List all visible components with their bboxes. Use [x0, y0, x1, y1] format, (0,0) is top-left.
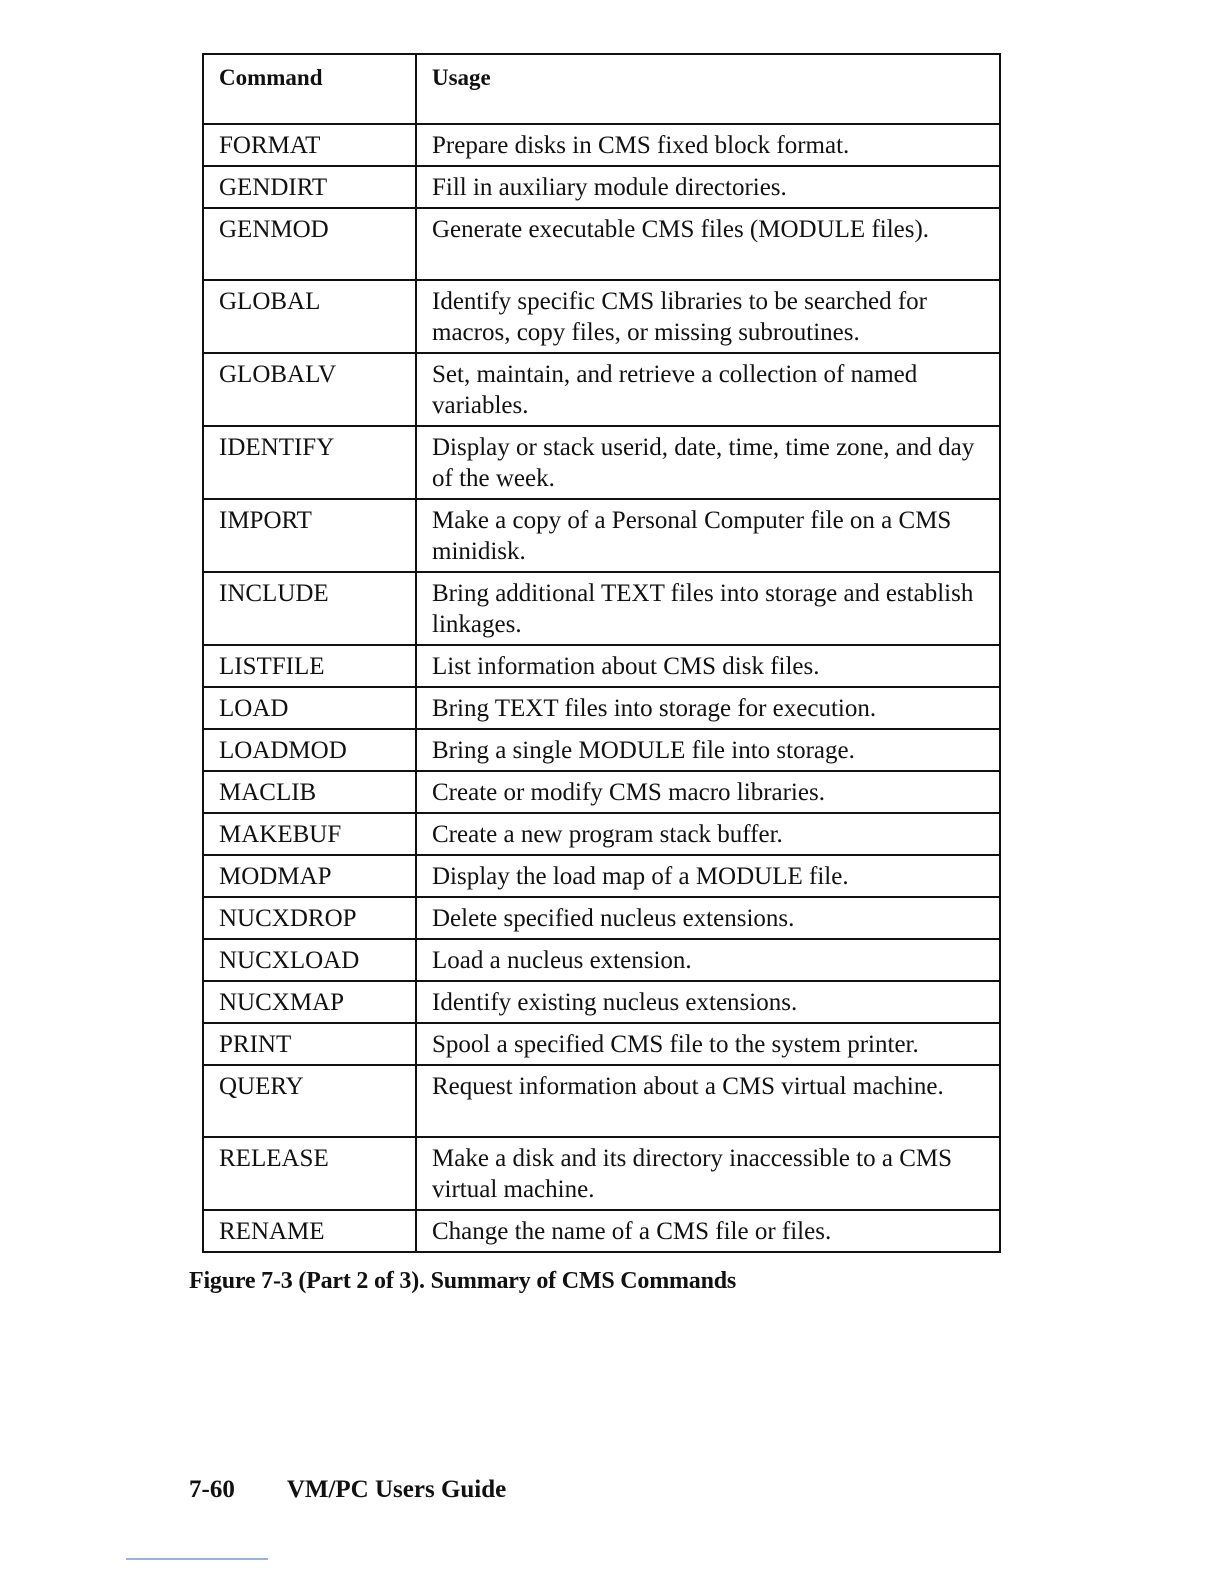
command-cell: LISTFILE [203, 645, 416, 687]
table-row [203, 855, 1000, 897]
table-row [203, 166, 1000, 208]
command-cell: LOADMOD [203, 729, 416, 771]
usage-cell: Spool a specified CMS file to the system printer. [416, 1023, 1000, 1065]
bottom-divider [126, 1558, 268, 1560]
table-row [203, 771, 1000, 813]
command-cell: PRINT [203, 1023, 416, 1065]
usage-cell: Set, maintain, and retrieve a collection of named variables. [416, 353, 1000, 426]
command-cell: GENMOD [203, 208, 416, 280]
table-row [203, 1210, 1000, 1252]
table-row [203, 572, 1000, 645]
command-cell: MAKEBUF [203, 813, 416, 855]
table-header-row [203, 54, 1000, 124]
usage-cell: Create or modify CMS macro libraries. [416, 771, 1000, 813]
page-number: 7-60 [189, 1476, 235, 1503]
command-cell: GENDIRT [203, 166, 416, 208]
usage-cell: Change the name of a CMS file or files. [416, 1210, 1000, 1252]
command-cell: NUCXLOAD [203, 939, 416, 981]
usage-cell: Load a nucleus extension. [416, 939, 1000, 981]
usage-cell: List information about CMS disk files. [416, 645, 1000, 687]
usage-cell: Make a disk and its directory inaccessible to a CMS virtual machine. [416, 1137, 1000, 1210]
command-cell: NUCXDROP [203, 897, 416, 939]
table-row [203, 729, 1000, 771]
cms-commands-table [202, 53, 1001, 1253]
book-title: VM/PC Users Guide [286, 1476, 507, 1503]
command-cell: MODMAP [203, 855, 416, 897]
command-cell: MACLIB [203, 771, 416, 813]
command-cell: RENAME [203, 1210, 416, 1252]
table-row [203, 897, 1000, 939]
usage-cell: Bring TEXT files into storage for execution. [416, 687, 1000, 729]
usage-cell: Generate executable CMS files (MODULE files). [416, 208, 1000, 280]
table-row [203, 813, 1000, 855]
command-cell: LOAD [203, 687, 416, 729]
page-footer [189, 1476, 506, 1504]
header-usage: Usage [416, 54, 1000, 124]
table-row [203, 1137, 1000, 1210]
table-row [203, 124, 1000, 166]
command-cell: GLOBALV [203, 353, 416, 426]
usage-cell: Request information about a CMS virtual machine. [416, 1065, 1000, 1137]
command-cell: FORMAT [203, 124, 416, 166]
table-row [203, 981, 1000, 1023]
usage-cell: Fill in auxiliary module directories. [416, 166, 1000, 208]
table-row [203, 939, 1000, 981]
command-cell: RELEASE [203, 1137, 416, 1210]
command-cell: INCLUDE [203, 572, 416, 645]
command-cell: GLOBAL [203, 280, 416, 353]
table-row [203, 426, 1000, 499]
command-cell: IMPORT [203, 499, 416, 572]
table-row [203, 1065, 1000, 1137]
figure-caption: Figure 7-3 (Part 2 of 3). Summary of CMS Commands [189, 1268, 737, 1294]
usage-cell: Display or stack userid, date, time, time zone, and day of the week. [416, 426, 1000, 499]
usage-cell: Prepare disks in CMS fixed block format. [416, 124, 1000, 166]
table-row [203, 280, 1000, 353]
usage-cell: Create a new program stack buffer. [416, 813, 1000, 855]
header-command: Command [203, 54, 416, 124]
table-row [203, 353, 1000, 426]
command-cell: IDENTIFY [203, 426, 416, 499]
table-row [203, 687, 1000, 729]
usage-cell: Display the load map of a MODULE file. [416, 855, 1000, 897]
command-cell: QUERY [203, 1065, 416, 1137]
usage-cell: Bring a single MODULE file into storage. [416, 729, 1000, 771]
usage-cell: Identify existing nucleus extensions. [416, 981, 1000, 1023]
table-row [203, 499, 1000, 572]
usage-cell: Identify specific CMS libraries to be searched for macros, copy files, or missing subroutines. [416, 280, 1000, 353]
table-row [203, 645, 1000, 687]
usage-cell: Bring additional TEXT files into storage and establish linkages. [416, 572, 1000, 645]
table-row [203, 208, 1000, 280]
usage-cell: Delete specified nucleus extensions. [416, 897, 1000, 939]
usage-cell: Make a copy of a Personal Computer file on a CMS minidisk. [416, 499, 1000, 572]
table-row [203, 1023, 1000, 1065]
command-cell: NUCXMAP [203, 981, 416, 1023]
